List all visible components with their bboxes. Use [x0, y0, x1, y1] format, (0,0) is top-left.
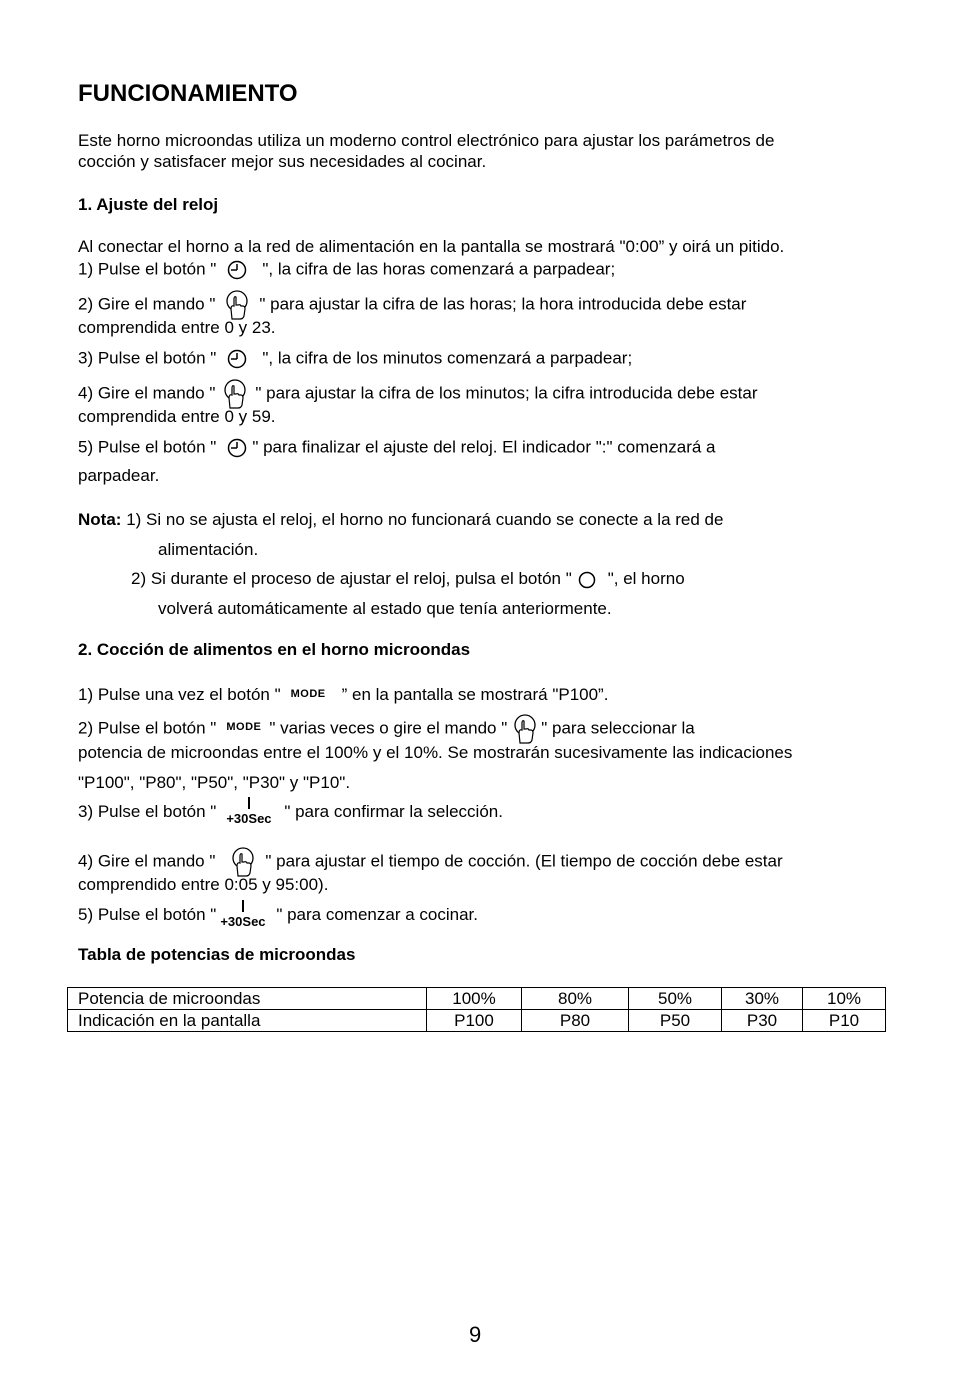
table-cell: 30%: [722, 988, 803, 1010]
mode-button-icon: MODE: [290, 688, 326, 700]
s2-step-4-cont: comprendido entre 0:05 y 95:00).: [78, 875, 329, 894]
s1-step-5: 5) Pulse el botón " " para finalizar el ajuste del reloj. El indicador ":" comenzará a: [78, 437, 716, 459]
dial-knob-icon: [511, 713, 539, 745]
s2-step-2-cont: potencia de microondas entre el 100% y el 10%. Se mostrarán sucesivamente las indicaciones: [78, 743, 793, 762]
note-label: Nota:: [78, 510, 122, 529]
s1-step-4: 4) Gire el mando " " para ajustar la cifra de los minutos; la cifra introducida debe estar: [78, 378, 758, 410]
clock-icon: [226, 437, 248, 459]
section-2-heading: 2. Cocción de alimentos en el horno microondas: [78, 640, 471, 659]
table-cell: P100: [427, 1010, 522, 1032]
s1-step-4-cont: comprendida entre 0 y 59.: [78, 407, 276, 426]
dial-knob-icon: [223, 289, 251, 321]
note-2: 2) Si durante el proceso de ajustar el reloj, pulsa el botón " ", el horno: [131, 569, 685, 588]
table-cell: 80%: [522, 988, 629, 1010]
table-cell: 100%: [427, 988, 522, 1010]
table-row: [68, 988, 886, 1010]
mode-button-icon: MODE: [226, 721, 262, 734]
s1-step-5-cont: parpadear.: [78, 466, 160, 485]
note-1-cont: alimentación.: [158, 540, 259, 559]
note-2-cont: volverá automáticamente al estado que tenía anteriormente.: [158, 599, 612, 618]
dial-knob-icon: [221, 378, 249, 410]
s2-step-5: 5) Pulse el botón " +30Sec " para comenzar a cocinar.: [78, 905, 478, 926]
clock-icon: [226, 348, 248, 370]
start-30sec-icon: +30Sec: [222, 803, 278, 823]
table-cell: P10: [803, 1010, 886, 1032]
table-cell: P50: [629, 1010, 722, 1032]
dial-knob-icon: [229, 846, 257, 878]
intro-line-1: Este horno microondas utiliza un moderno control electrónico para ajustar los parámetros de: [78, 131, 775, 150]
table-cell: Potencia de microondas: [68, 988, 427, 1010]
clock-icon: [226, 259, 248, 281]
table-cell: P80: [522, 1010, 629, 1032]
s2-step-2: 2) Pulse el botón " MODE " varias veces o gire el mando " " para seleccionar la: [78, 713, 695, 745]
s2-step-4: 4) Gire el mando " " para ajustar el tiempo de cocción. (El tiempo de cocción debe estar: [78, 846, 783, 878]
table-cell: 10%: [803, 988, 886, 1010]
s1-step-3: 3) Pulse el botón " ", la cifra de los minutos comenzará a parpadear;: [78, 348, 632, 370]
page-title: FUNCIONAMIENTO: [78, 80, 298, 107]
s1-step-1: 1) Pulse el botón " ", la cifra de las horas comenzará a parpadear;: [78, 259, 615, 281]
s1-step-2: 2) Gire el mando " " para ajustar la cifra de las horas; la hora introducida debe estar: [78, 289, 746, 321]
s2-step-1: 1) Pulse una vez el botón " MODE ” en la pantalla se mostrará "P100”.: [78, 685, 609, 704]
table-cell: P30: [722, 1010, 803, 1032]
note-1: Nota: 1) Si no se ajusta el reloj, el horno no funcionará cuando se conecte a la red de: [78, 510, 724, 529]
page-number: 9: [469, 1322, 482, 1347]
s1-line-0: Al conectar el horno a la red de alimentación en la pantalla se mostrará "0:00” y oirá un pitido.: [78, 237, 785, 256]
s2-step-2-cont2: "P100", "P80", "P50", "P30" y "P10".: [78, 773, 351, 792]
start-30sec-icon: +30Sec: [216, 906, 272, 926]
stop-circle-icon: [578, 571, 596, 589]
s1-step-2-cont: comprendida entre 0 y 23.: [78, 318, 276, 337]
table-cell: Indicación en la pantalla: [68, 1010, 427, 1032]
s2-step-3: 3) Pulse el botón " +30Sec " para confirmar la selección.: [78, 802, 503, 823]
table-row: [68, 1010, 886, 1032]
intro-line-2: cocción y satisfacer mejor sus necesidades al cocinar.: [78, 152, 487, 171]
table-cell: 50%: [629, 988, 722, 1010]
table-heading: Tabla de potencias de microondas: [78, 945, 356, 964]
power-table: [67, 987, 886, 1032]
section-1-heading: 1. Ajuste del reloj: [78, 195, 219, 214]
